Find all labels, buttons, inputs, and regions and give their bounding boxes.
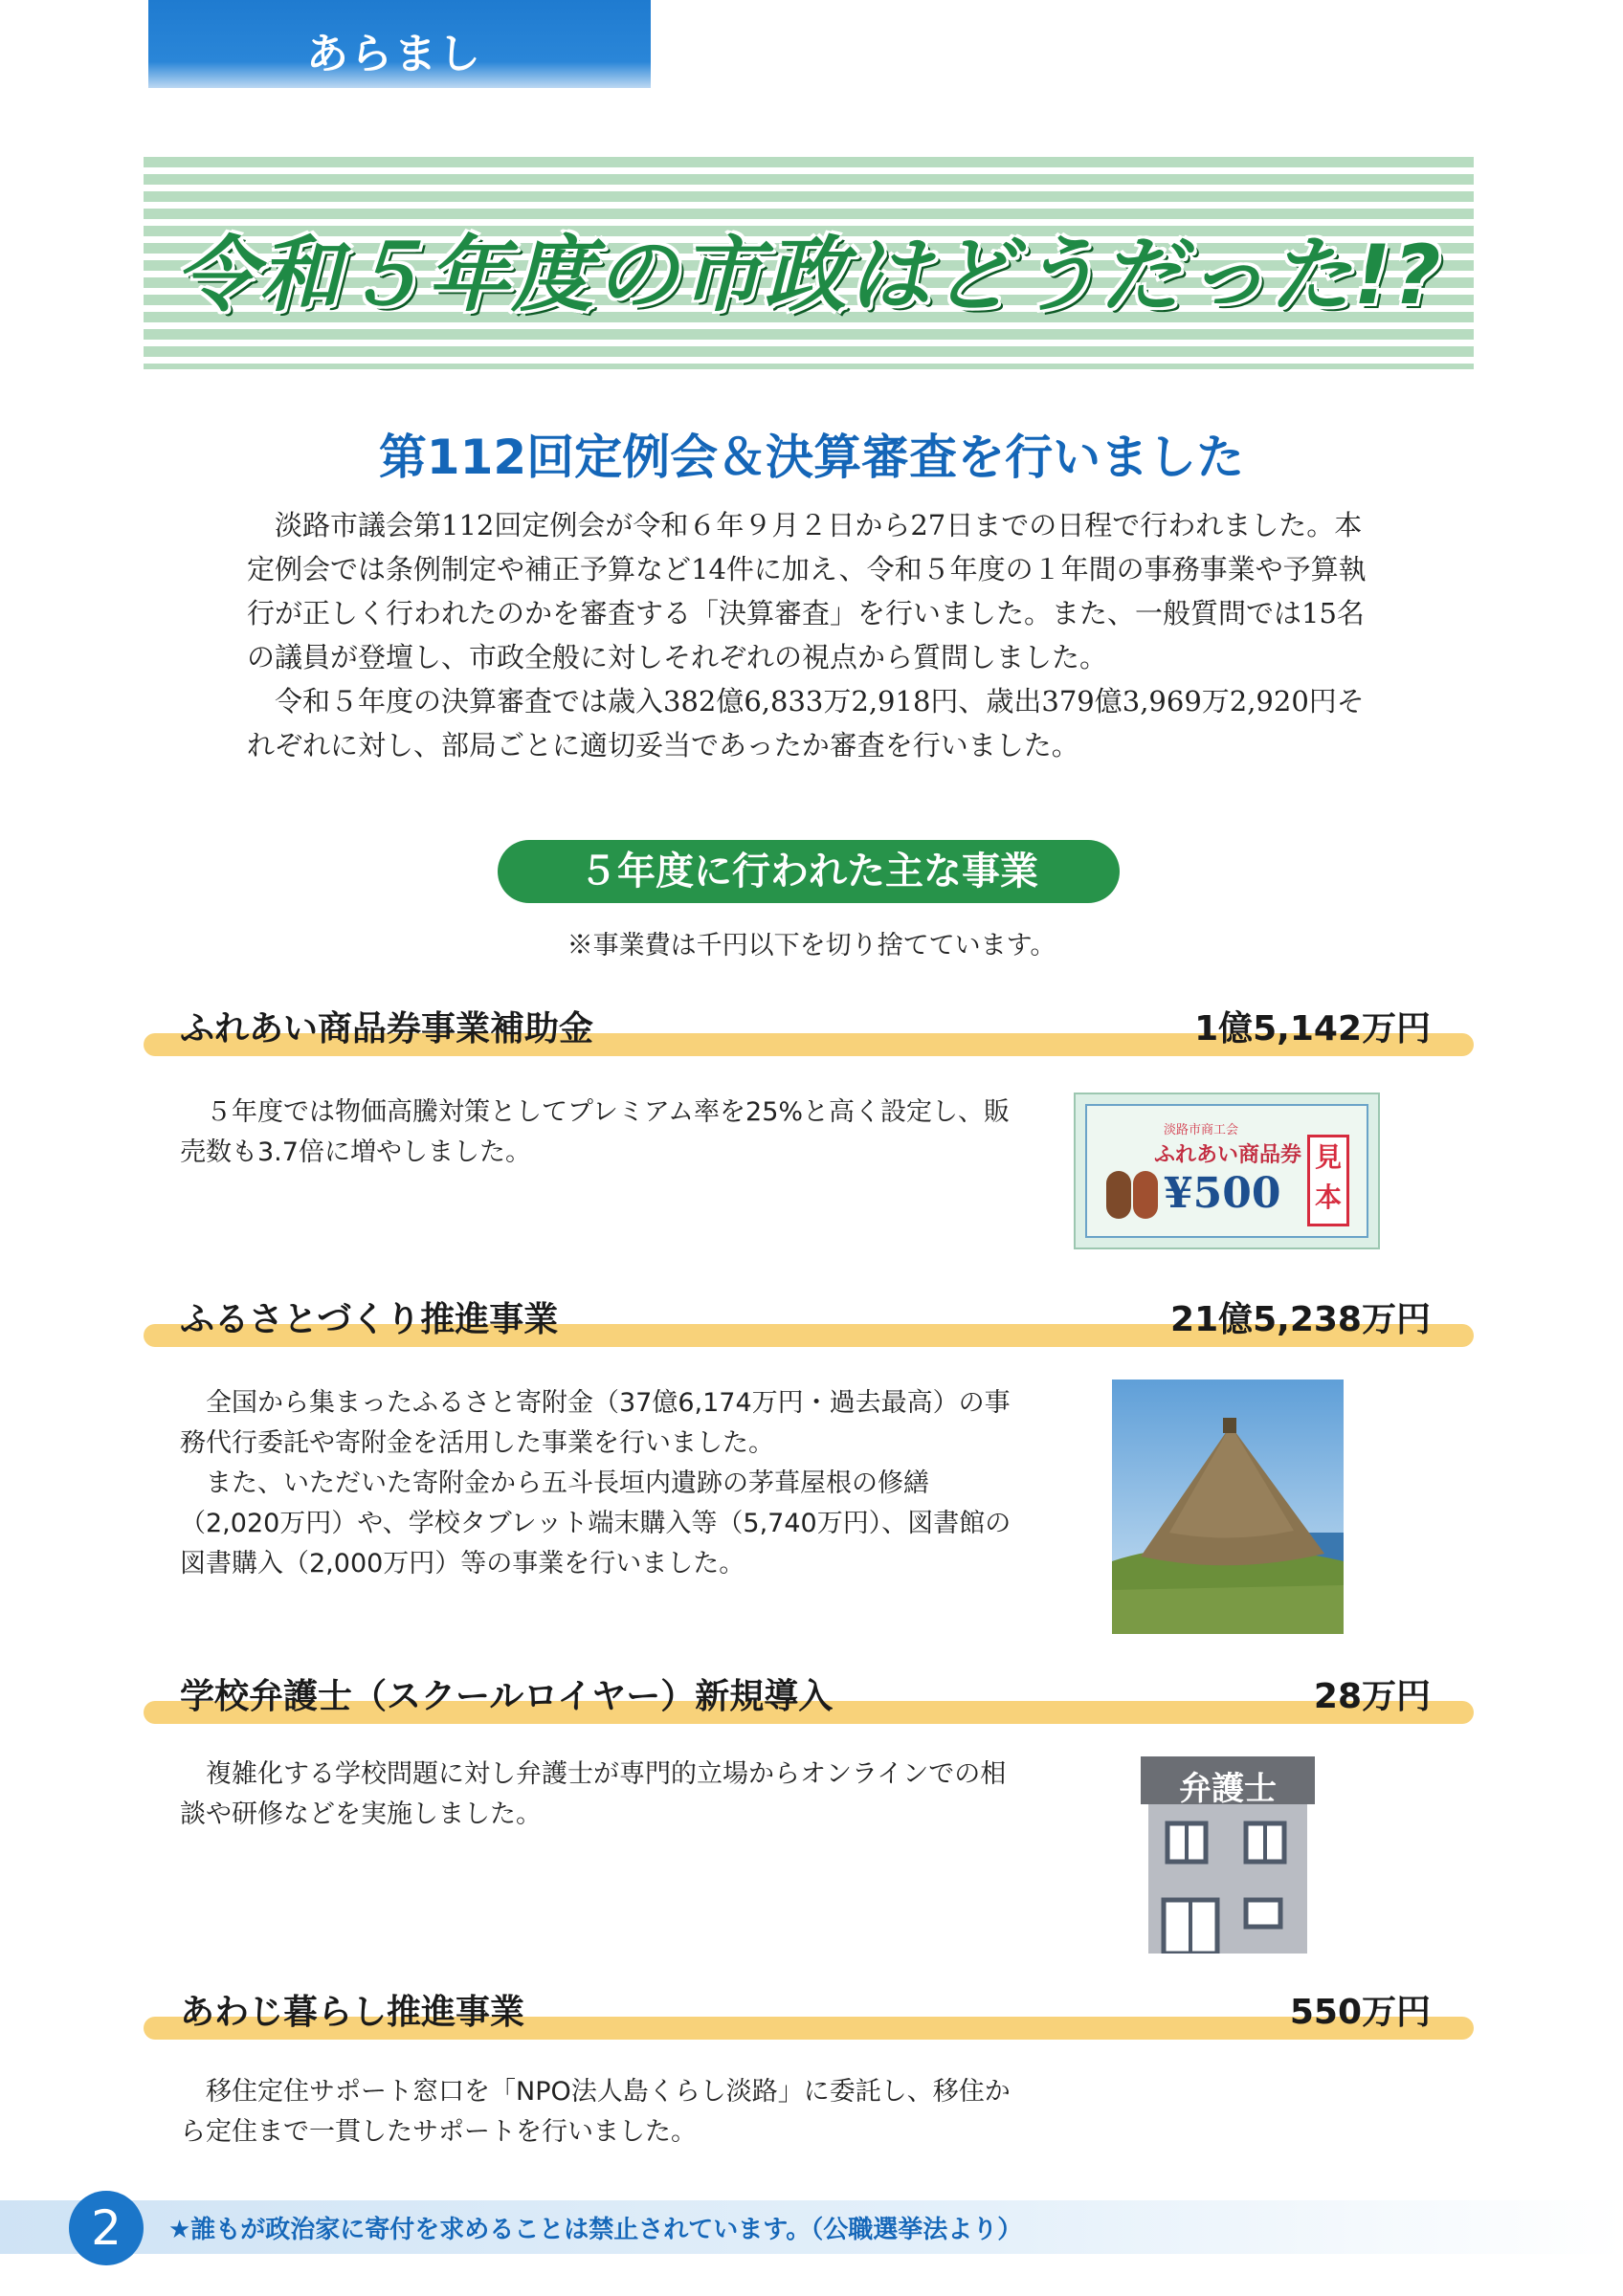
page-number: 2 (69, 2191, 144, 2265)
section-amount: 28万円 (1313, 1677, 1431, 1716)
title-banner (144, 157, 1474, 369)
coupon-name: ふれあい商品券 (1154, 1143, 1302, 1167)
section-title: あわじ暮らし推進事業 (180, 1993, 525, 2032)
section-body (180, 2072, 1022, 2152)
section-title: ふれあい商品券事業補助金 (180, 1009, 594, 1049)
intro-paragraph: 淡路市議会第112回定例会が令和６年９月２日から27日までの日程で行われました。本定例会では条例制定や補正予算など14件に加え、令和５年度の１年間の事務事業や予算執行が正しく行われたのかを審査する「決算審査」を行いました。また、一般質問では15名の議員が登壇し、市政全般に対しそれぞれの視点から質問しました。 (247, 509, 1367, 673)
section-amount: 21億5,238万円 (1170, 1300, 1431, 1339)
intro-paragraph: 令和５年度の決算審査では歳入382億6,833万2,918円、歳出379億3,969万2,920円それぞれに対し、部局ごとに適切妥当であったか審査を行いました。 (247, 685, 1365, 762)
section-header (144, 1667, 1474, 1724)
section-tab (148, 0, 651, 88)
section-title: 学校弁護士（スクールロイヤー）新規導入 (180, 1677, 834, 1716)
section-amount: 550万円 (1289, 1993, 1431, 2032)
section-paragraph: 複雑化する学校問題に対し弁護士が専門的立場からオンラインでの相談や研修などを実施しました。 (180, 1759, 1007, 1829)
intro-text (247, 503, 1376, 767)
coupon-frame (1085, 1104, 1368, 1238)
section-paragraph: 移住定住サポート窓口を「NPO法人島くらし淡路」に委託し、移住から定住まで一貫したサポートを行いました。 (180, 2077, 1011, 2147)
thatched-hut-photo (1112, 1380, 1344, 1634)
section-header (144, 1982, 1474, 2040)
coupon-image (1074, 1093, 1380, 1249)
section-amount: 1億5,142万円 (1194, 1009, 1431, 1049)
mascot-icon (1133, 1171, 1158, 1219)
law-office-icon (1141, 1756, 1315, 1954)
coupon-org: 淡路市商工会 (1164, 1123, 1239, 1137)
mascot-icon (1106, 1171, 1131, 1219)
law-office-sign: 弁護士 (1179, 1770, 1277, 1808)
section-header (144, 1290, 1474, 1347)
coupon-value: ¥500 (1164, 1169, 1281, 1218)
page-subtitle: 第112回定例会＆決算審査を行いました (378, 430, 1245, 485)
sample-stamp: 見本 (1307, 1135, 1349, 1226)
section-header (144, 999, 1474, 1056)
section-tab-label: あらまし (306, 30, 482, 78)
main-projects-heading: ５年度に行われた主な事業 (498, 840, 1120, 903)
section-body (180, 1383, 1022, 1584)
section-paragraph: ５年度では物価高騰対策としてプレミアム率を25%と高く設定し、販売数も3.7倍に増やしました。 (180, 1097, 1011, 1167)
footer-notice: ★誰もが政治家に寄付を求めることは禁止されています。（公職選挙法より） (168, 2216, 1023, 2244)
section-paragraph: また、いただいた寄附金から五斗長垣内遺跡の茅葺屋根の修繕（2,020万円）や、学校タブレット端末購入等（5,740万円）、図書館の図書購入（2,000万円）等の事業を行いました。 (180, 1468, 1012, 1578)
section-title: ふるさとづくり推進事業 (180, 1300, 559, 1339)
section-body (180, 1093, 1022, 1173)
section-paragraph: 全国から集まったふるさと寄附金（37億6,174万円・過去最高）の事務代行委託や寄附金を活用した事業を行いました。 (180, 1388, 1011, 1458)
page-title: 令和５年度の市政はどうだった!? (174, 228, 1443, 323)
section-body (180, 1755, 1022, 1835)
cost-note: ※事業費は千円以下を切り捨てています。 (567, 931, 1056, 960)
